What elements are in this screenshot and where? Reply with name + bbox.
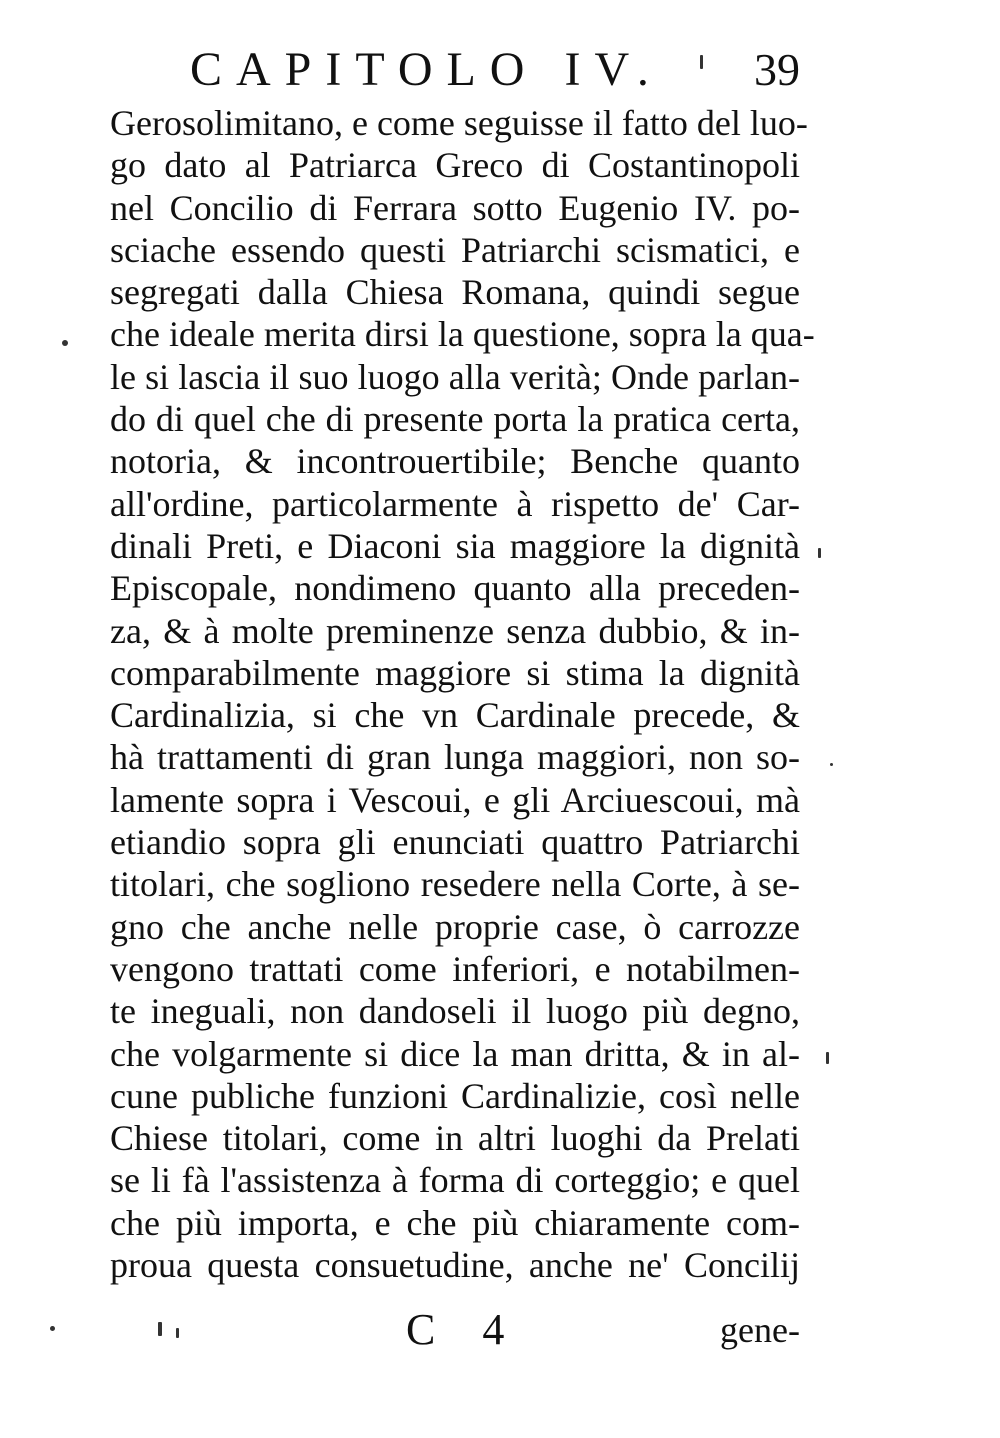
- text-line: Gerosolimitano, e come seguisse il fatto del luo-: [110, 103, 808, 143]
- ink-speck: [158, 1322, 162, 1336]
- text-line: gno che anche nelle proprie case, ò carrozze: [110, 906, 800, 947]
- text-line: segregati dalla Chiesa Romana, quindi segue: [110, 272, 800, 313]
- ink-speck: [50, 1326, 55, 1331]
- text-line: vengono trattati come inferiori, e notabilmen-: [110, 948, 800, 989]
- text-line: go dato al Patriarca Greco di Costantinopoli: [110, 145, 800, 186]
- text-line: Cardinalizia, si che vn Cardinale precede, &: [110, 695, 800, 736]
- text-line: sciache essendo questi Patriarchi scismatici, e: [110, 229, 800, 270]
- text-line: le si lascia il suo luogo alla verità; Onde parlan-: [110, 356, 800, 397]
- text-line: che più importa, e che più chiaramente com-: [110, 1202, 800, 1243]
- text-line: te ineguali, non dandoseli il luogo più degno,: [110, 991, 800, 1032]
- text-line: lamente sopra i Vescoui, e gli Arciuescoui, mà: [110, 779, 800, 820]
- page-footer: [110, 1300, 800, 1360]
- text-line: cune publiche funzioni Cardinalizie, così nelle: [110, 1075, 800, 1116]
- page-number: 39: [754, 44, 800, 95]
- ink-speck: [818, 548, 821, 558]
- text-line: do di quel che di presente porta la pratica certa,: [110, 399, 800, 440]
- text-line: Episcopale, nondimeno quanto alla preceden-: [110, 568, 800, 609]
- ink-speck: [826, 1052, 829, 1064]
- signature-mark: C 4: [406, 1305, 523, 1354]
- catchword: gene-: [720, 1310, 800, 1350]
- text-line: notoria, & incontrouertibile; Benche quanto: [110, 441, 800, 482]
- ink-speck: [176, 1328, 179, 1338]
- text-line: se li fà l'assistenza à forma di corteggio; e quel: [110, 1160, 800, 1201]
- text-line: za, & à molte preminenze senza dubbio, & in-: [110, 610, 800, 651]
- ink-speck: [62, 340, 68, 346]
- ink-speck: [830, 763, 833, 766]
- ink-speck: [700, 55, 703, 69]
- text-line: etiandio sopra gli enunciati quattro Patriarchi: [110, 822, 800, 863]
- body-text: [110, 102, 815, 1286]
- text-line: proua questa consuetudine, anche ne' Concilij: [110, 1245, 800, 1286]
- text-line: titolari, che sogliono resedere nella Corte, à se-: [110, 864, 800, 905]
- text-line: all'ordine, particolarmente à rispetto de' Car-: [110, 483, 800, 524]
- text-line: nel Concilio di Ferrara sotto Eugenio IV. po-: [110, 187, 800, 228]
- text-line: che ideale merita dirsi la questione, sopra la qua-: [110, 314, 815, 355]
- text-line: comparabilmente maggiore si stima la dignità: [110, 652, 800, 693]
- text-line: Chiese titolari, come in altri luoghi da Prelati: [110, 1118, 800, 1159]
- running-head: [180, 40, 800, 100]
- text-line: hà trattamenti di gran lunga maggiori, non so-: [110, 737, 800, 778]
- text-line: dinali Preti, e Diaconi sia maggiore la dignità: [110, 525, 800, 566]
- chapter-title: CAPITOLO IV.: [190, 43, 663, 96]
- text-line: che volgarmente si dice la man dritta, & in al-: [110, 1033, 800, 1074]
